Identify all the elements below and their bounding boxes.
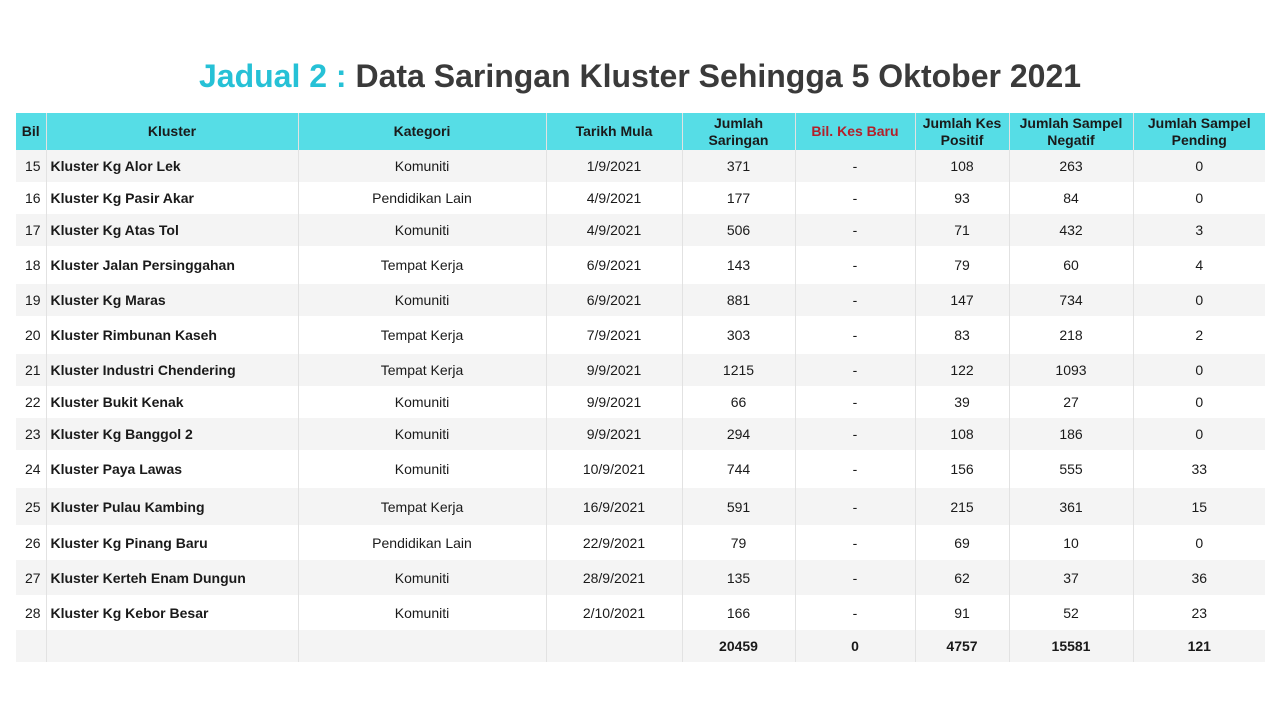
table-row [16, 488, 1265, 525]
total-empty-cell [298, 630, 546, 662]
jumlah-saringan-cell: 66 [682, 386, 795, 418]
table-row [16, 246, 1265, 284]
bil-kes-baru-cell: - [795, 354, 915, 386]
jumlah-kes-positif-cell: 62 [915, 560, 1009, 595]
bil-kes-baru-cell: - [795, 246, 915, 284]
kategori-cell: Komuniti [298, 560, 546, 595]
jumlah-sampel-pending-cell: 2 [1133, 316, 1265, 354]
kluster-cell: Kluster Paya Lawas [46, 450, 298, 488]
table-header-row [16, 113, 1265, 150]
jumlah-saringan-cell: 591 [682, 488, 795, 525]
jumlah-kes-positif-cell: 91 [915, 595, 1009, 630]
bil-kes-baru-cell: - [795, 560, 915, 595]
bil-cell: 22 [16, 386, 46, 418]
jumlah-kes-positif-cell: 108 [915, 150, 1009, 182]
bil-cell: 18 [16, 246, 46, 284]
jumlah-kes-positif-cell: 39 [915, 386, 1009, 418]
total-bil-kes-baru-cell: 0 [795, 630, 915, 662]
table-row [16, 150, 1265, 182]
jumlah-saringan-cell: 744 [682, 450, 795, 488]
bil-kes-baru-cell: - [795, 418, 915, 450]
kategori-cell: Tempat Kerja [298, 488, 546, 525]
jumlah-sampel-negatif-cell: 10 [1009, 525, 1133, 560]
kategori-cell: Tempat Kerja [298, 246, 546, 284]
kategori-cell: Komuniti [298, 284, 546, 316]
jumlah-kes-positif-cell: 69 [915, 525, 1009, 560]
kluster-cell: Kluster Kg Atas Tol [46, 214, 298, 246]
page-title [0, 58, 1280, 95]
jumlah-sampel-pending-cell: 0 [1133, 354, 1265, 386]
total-empty-cell [546, 630, 682, 662]
table-row [16, 450, 1265, 488]
header-jumlah-kes-positif: Jumlah Kes Positif [915, 113, 1009, 150]
jumlah-sampel-pending-cell: 0 [1133, 525, 1265, 560]
jumlah-kes-positif-cell: 108 [915, 418, 1009, 450]
table-row [16, 214, 1265, 246]
tarikh-mula-cell: 9/9/2021 [546, 418, 682, 450]
kategori-cell: Pendidikan Lain [298, 182, 546, 214]
jumlah-sampel-pending-cell: 0 [1133, 182, 1265, 214]
total-jumlah-sampel-pending-cell: 121 [1133, 630, 1265, 662]
kluster-cell: Kluster Bukit Kenak [46, 386, 298, 418]
table-row [16, 525, 1265, 560]
kluster-cell: Kluster Pulau Kambing [46, 488, 298, 525]
jumlah-saringan-cell: 506 [682, 214, 795, 246]
kluster-cell: Kluster Kg Alor Lek [46, 150, 298, 182]
kategori-cell: Tempat Kerja [298, 316, 546, 354]
bil-kes-baru-cell: - [795, 488, 915, 525]
jumlah-saringan-cell: 177 [682, 182, 795, 214]
jumlah-kes-positif-cell: 156 [915, 450, 1009, 488]
kluster-cell: Kluster Kerteh Enam Dungun [46, 560, 298, 595]
jumlah-sampel-negatif-cell: 60 [1009, 246, 1133, 284]
jumlah-sampel-negatif-cell: 734 [1009, 284, 1133, 316]
jumlah-kes-positif-cell: 93 [915, 182, 1009, 214]
kategori-cell: Komuniti [298, 418, 546, 450]
table-row [16, 560, 1265, 595]
bil-cell: 27 [16, 560, 46, 595]
cluster-table [16, 113, 1265, 662]
jumlah-sampel-pending-cell: 0 [1133, 150, 1265, 182]
bil-cell: 25 [16, 488, 46, 525]
kluster-cell: Kluster Kg Maras [46, 284, 298, 316]
kategori-cell: Komuniti [298, 595, 546, 630]
bil-cell: 16 [16, 182, 46, 214]
tarikh-mula-cell: 9/9/2021 [546, 354, 682, 386]
header-jumlah-sampel-pending: Jumlah Sampel Pending [1133, 113, 1265, 150]
tarikh-mula-cell: 28/9/2021 [546, 560, 682, 595]
total-jumlah-kes-positif-cell: 4757 [915, 630, 1009, 662]
jumlah-kes-positif-cell: 83 [915, 316, 1009, 354]
bil-kes-baru-cell: - [795, 450, 915, 488]
bil-kes-baru-cell: - [795, 386, 915, 418]
tarikh-mula-cell: 6/9/2021 [546, 284, 682, 316]
jumlah-saringan-cell: 294 [682, 418, 795, 450]
title-prefix: Jadual 2 : [198, 58, 347, 94]
table-row [16, 386, 1265, 418]
jumlah-sampel-negatif-cell: 52 [1009, 595, 1133, 630]
table-row [16, 354, 1265, 386]
jumlah-saringan-cell: 1215 [682, 354, 795, 386]
bil-cell: 28 [16, 595, 46, 630]
bil-cell: 19 [16, 284, 46, 316]
jumlah-sampel-negatif-cell: 37 [1009, 560, 1133, 595]
kluster-cell: Kluster Kg Banggol 2 [46, 418, 298, 450]
jumlah-saringan-cell: 303 [682, 316, 795, 354]
tarikh-mula-cell: 4/9/2021 [546, 182, 682, 214]
header-bil: Bil [16, 113, 46, 150]
jumlah-sampel-pending-cell: 23 [1133, 595, 1265, 630]
bil-cell: 23 [16, 418, 46, 450]
bil-cell: 20 [16, 316, 46, 354]
jumlah-sampel-pending-cell: 0 [1133, 284, 1265, 316]
header-jumlah-saringan: Jumlah Saringan [682, 113, 795, 150]
table-row [16, 284, 1265, 316]
kategori-cell: Komuniti [298, 214, 546, 246]
bil-kes-baru-cell: - [795, 150, 915, 182]
bil-cell: 17 [16, 214, 46, 246]
jumlah-sampel-negatif-cell: 263 [1009, 150, 1133, 182]
table-row [16, 595, 1265, 630]
tarikh-mula-cell: 7/9/2021 [546, 316, 682, 354]
kluster-cell: Kluster Kg Kebor Besar [46, 595, 298, 630]
kluster-cell: Kluster Rimbunan Kaseh [46, 316, 298, 354]
tarikh-mula-cell: 2/10/2021 [546, 595, 682, 630]
jumlah-sampel-pending-cell: 15 [1133, 488, 1265, 525]
jumlah-saringan-cell: 135 [682, 560, 795, 595]
jumlah-sampel-negatif-cell: 1093 [1009, 354, 1133, 386]
header-tarikh-mula: Tarikh Mula [546, 113, 682, 150]
bil-cell: 21 [16, 354, 46, 386]
tarikh-mula-cell: 1/9/2021 [546, 150, 682, 182]
jumlah-sampel-negatif-cell: 432 [1009, 214, 1133, 246]
kategori-cell: Pendidikan Lain [298, 525, 546, 560]
tarikh-mula-cell: 6/9/2021 [546, 246, 682, 284]
total-jumlah-saringan-cell: 20459 [682, 630, 795, 662]
tarikh-mula-cell: 4/9/2021 [546, 214, 682, 246]
header-bil-kes-baru: Bil. Kes Baru [795, 113, 915, 150]
tarikh-mula-cell: 10/9/2021 [546, 450, 682, 488]
total-jumlah-sampel-negatif-cell: 15581 [1009, 630, 1133, 662]
jumlah-sampel-negatif-cell: 361 [1009, 488, 1133, 525]
table-row [16, 182, 1265, 214]
jumlah-kes-positif-cell: 79 [915, 246, 1009, 284]
header-kluster: Kluster [46, 113, 298, 150]
jumlah-sampel-pending-cell: 0 [1133, 418, 1265, 450]
bil-kes-baru-cell: - [795, 284, 915, 316]
kluster-cell: Kluster Kg Pasir Akar [46, 182, 298, 214]
tarikh-mula-cell: 16/9/2021 [546, 488, 682, 525]
jumlah-kes-positif-cell: 122 [915, 354, 1009, 386]
jumlah-sampel-pending-cell: 36 [1133, 560, 1265, 595]
jumlah-sampel-negatif-cell: 555 [1009, 450, 1133, 488]
bil-cell: 26 [16, 525, 46, 560]
kategori-cell: Komuniti [298, 386, 546, 418]
jumlah-saringan-cell: 166 [682, 595, 795, 630]
kategori-cell: Komuniti [298, 450, 546, 488]
kluster-cell: Kluster Kg Pinang Baru [46, 525, 298, 560]
jumlah-sampel-pending-cell: 33 [1133, 450, 1265, 488]
jumlah-sampel-negatif-cell: 27 [1009, 386, 1133, 418]
jumlah-sampel-negatif-cell: 186 [1009, 418, 1133, 450]
jumlah-saringan-cell: 143 [682, 246, 795, 284]
jumlah-sampel-negatif-cell: 218 [1009, 316, 1133, 354]
table-row [16, 418, 1265, 450]
jumlah-sampel-pending-cell: 4 [1133, 246, 1265, 284]
kategori-cell: Komuniti [298, 150, 546, 182]
total-empty-cell [16, 630, 46, 662]
jumlah-sampel-negatif-cell: 84 [1009, 182, 1133, 214]
bil-kes-baru-cell: - [795, 182, 915, 214]
jumlah-kes-positif-cell: 71 [915, 214, 1009, 246]
bil-kes-baru-cell: - [795, 316, 915, 354]
header-kategori: Kategori [298, 113, 546, 150]
jumlah-sampel-pending-cell: 3 [1133, 214, 1265, 246]
bil-kes-baru-cell: - [795, 595, 915, 630]
tarikh-mula-cell: 22/9/2021 [546, 525, 682, 560]
jumlah-saringan-cell: 881 [682, 284, 795, 316]
bil-cell: 24 [16, 450, 46, 488]
title-main: Data Saringan Kluster Sehingga 5 Oktober 2021 [355, 58, 1082, 94]
kategori-cell: Tempat Kerja [298, 354, 546, 386]
bil-cell: 15 [16, 150, 46, 182]
header-jumlah-sampel-negatif: Jumlah Sampel Negatif [1009, 113, 1133, 150]
jumlah-kes-positif-cell: 215 [915, 488, 1009, 525]
jumlah-saringan-cell: 371 [682, 150, 795, 182]
jumlah-sampel-pending-cell: 0 [1133, 386, 1265, 418]
total-empty-cell [46, 630, 298, 662]
table-row [16, 316, 1265, 354]
kluster-cell: Kluster Jalan Persinggahan [46, 246, 298, 284]
totals-row [16, 630, 1265, 662]
kluster-cell: Kluster Industri Chendering [46, 354, 298, 386]
bil-kes-baru-cell: - [795, 214, 915, 246]
jumlah-kes-positif-cell: 147 [915, 284, 1009, 316]
tarikh-mula-cell: 9/9/2021 [546, 386, 682, 418]
bil-kes-baru-cell: - [795, 525, 915, 560]
jumlah-saringan-cell: 79 [682, 525, 795, 560]
